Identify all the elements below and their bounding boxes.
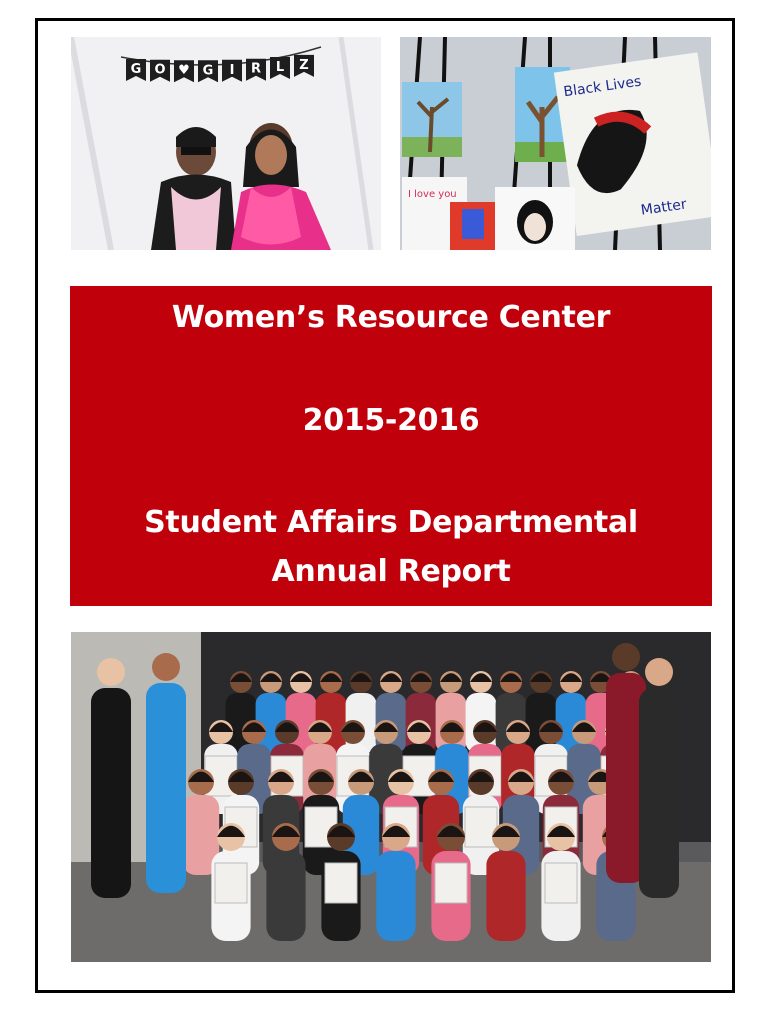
adult-standing-head <box>612 643 640 671</box>
adult-standing-body <box>146 683 186 893</box>
adult-standing-head <box>97 658 125 686</box>
title-annual-report: Annual Report <box>271 554 511 589</box>
title-report-type: Student Affairs Departmental <box>144 505 638 540</box>
person-body <box>266 851 305 941</box>
adult-standing-head <box>152 653 180 681</box>
adult-standing-head <box>645 658 673 686</box>
banner-letter: L <box>275 60 285 76</box>
banner-letter: R <box>250 61 262 77</box>
banner-letter: ♥ <box>178 63 190 79</box>
photo-booth-image <box>71 37 381 250</box>
adult-standing-body <box>639 688 679 898</box>
title-organization: Women’s Resource Center <box>171 300 611 335</box>
collage-board <box>435 863 467 903</box>
banner-letter: I <box>229 62 235 78</box>
art-display-image <box>400 37 711 250</box>
collage-board <box>465 807 497 847</box>
banner-letter: G <box>202 63 214 79</box>
collage-board <box>215 863 247 903</box>
paper-text-i-love-you: I love you <box>408 189 457 200</box>
report-title-block <box>70 286 712 606</box>
banner-letter: Z <box>299 57 309 73</box>
person-body <box>486 851 525 941</box>
poster-text-black-lives: Black Lives <box>562 73 643 101</box>
title-year-range: 2015-2016 <box>302 403 480 438</box>
banner-letter: O <box>154 62 166 78</box>
group-photo-image <box>71 632 711 962</box>
banner-letter: G <box>130 62 142 77</box>
person-body <box>376 851 415 941</box>
collage-board <box>545 863 577 903</box>
collage-board <box>325 863 357 903</box>
poster-text-matter: Matter <box>639 196 688 219</box>
adult-standing-body <box>91 688 131 898</box>
